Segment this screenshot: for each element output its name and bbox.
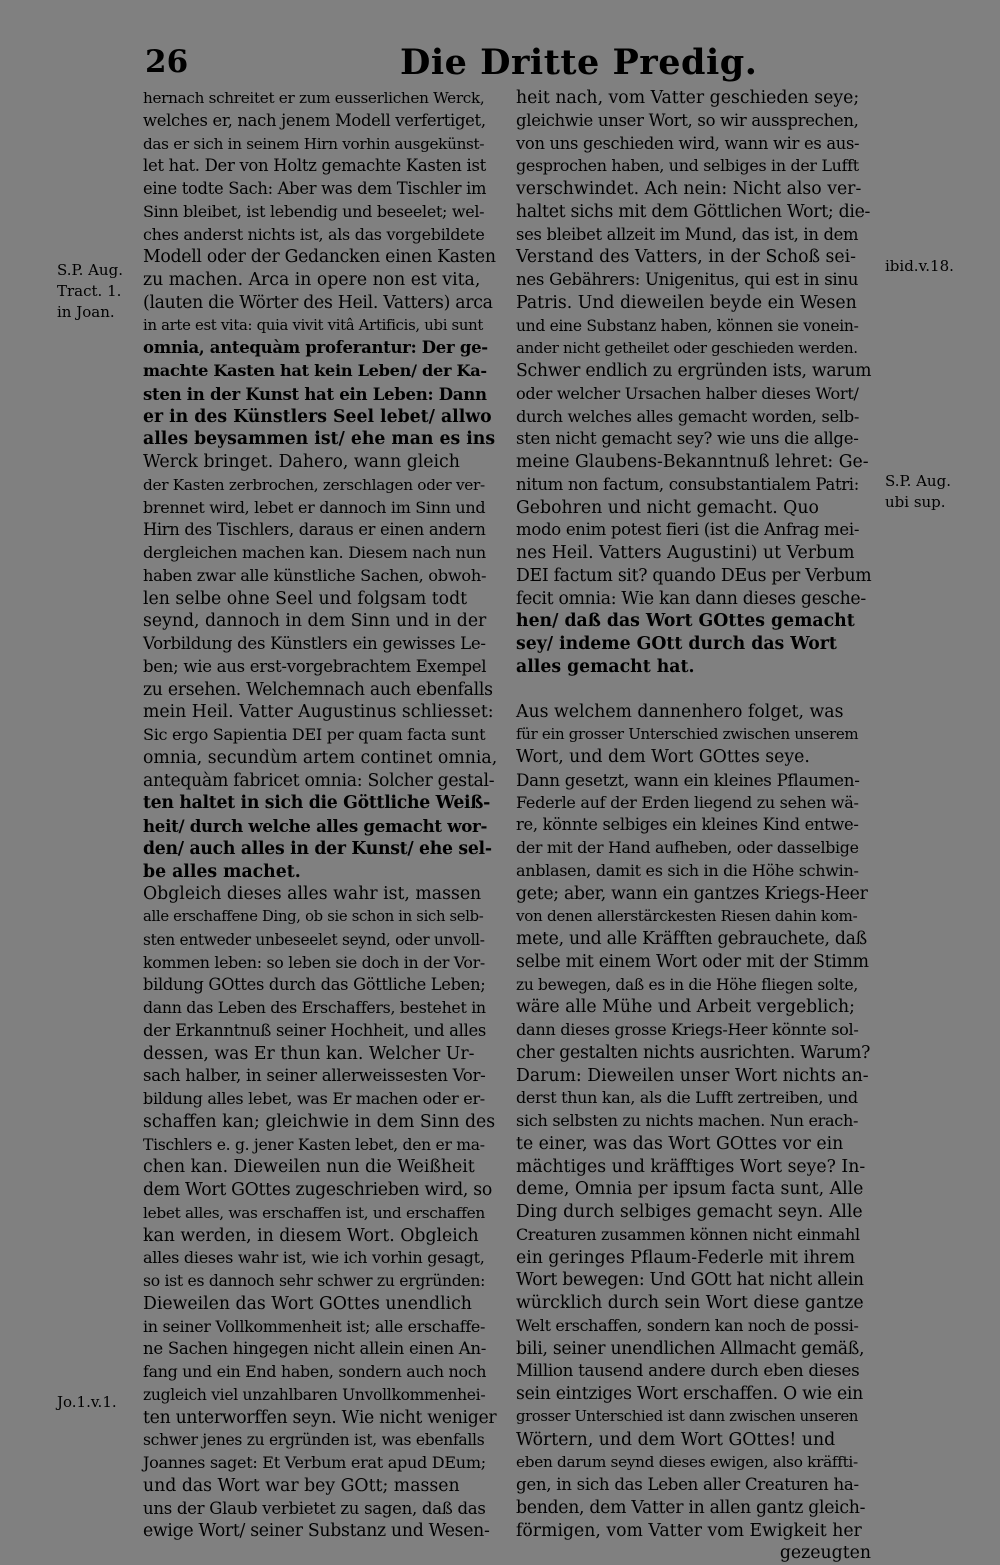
text-line: heit/ durch welche alles gemacht wor- (143, 816, 488, 836)
text-line: dann dieses grosse Kriegs-Heer könnte sol- (516, 1020, 859, 1039)
text-line: ches anderst nichts ist, als das vorgebildete (143, 224, 485, 244)
text-line: ewige Wort/ seiner Substanz und Wesen- (143, 1521, 490, 1542)
text-line: mein Heil. Vatter Augustinus schliesset: (143, 702, 494, 723)
text-line: Verstand des Vatters, in der Schoß sei- (516, 247, 857, 268)
text-line: den/ auch alles in der Kunst/ ehe sel- (143, 838, 492, 859)
text-line: selbe mit einem Wort oder mit der Stimm (516, 951, 869, 972)
text-line: sach halber, in seiner allerweissesten Vor- (143, 1066, 486, 1086)
text-line: gesprochen haben, und selbiges in der Lufft (516, 156, 859, 176)
text-line: omnia, antequàm proferantur: Der ge- (143, 338, 488, 358)
text-line: kommen leben: so leben sie doch in der Vor- (143, 952, 485, 972)
text-line: Federle auf der Erden liegend zu sehen wä- (516, 792, 859, 812)
text-line: derst thun kan, als die Lufft zertreiben, und (516, 1088, 858, 1108)
text-line: gete; aber, wann ein gantzes Kriegs-Heer (516, 883, 868, 904)
text-line: DEI factum sit? quando DEus per Verbum (516, 565, 872, 586)
text-line: hernach schreitet er zum eusserlichen Werck, (143, 89, 485, 107)
text-line: chen kan. Dieweilen nun die Weißheit (143, 1157, 475, 1178)
text-line: Patris. Und dieweilen beyde ein Wesen (516, 292, 857, 313)
text-line: nes Gebährers: Unigenitus, qui est in sinu (516, 270, 859, 289)
text-line: ten unterworffen seyn. Wie nicht weniger (143, 1407, 497, 1428)
text-line: haben zwar alle künstliche Sachen, obwoh- (143, 565, 487, 585)
text-line: Darum: Dieweilen unser Wort nichts an- (516, 1065, 869, 1086)
text-line: (lauten die Wörter des Heil. Vatters) arca (143, 292, 493, 313)
margin-note-line: in Joan. (57, 303, 115, 321)
margin-note-line: ibid.v.18. (885, 257, 954, 275)
paragraph-gap (516, 679, 871, 701)
text-line: so ist es dannoch sehr schwer zu ergründen: (143, 1272, 486, 1290)
text-line: ben; wie aus erst-vorgebrachtem Exempel (143, 656, 487, 676)
text-line: in seiner Vollkommenheit ist; alle erschaffe- (143, 1316, 486, 1336)
text-line: schaffen kan; gleichwie in dem Sinn des (143, 1111, 496, 1132)
text-line: nes Heil. Vatters Augustini) ut Verbum (516, 543, 855, 563)
text-line: sein eintziges Wort erschaffen. O wie ein (516, 1384, 863, 1404)
text-line: meine Glaubens-Bekanntnuß lehret: Ge- (516, 452, 869, 472)
text-line: dessen, was Er thun kan. Welcher Ur- (143, 1043, 475, 1064)
text-line: Sinn bleibet, ist lebendig und beseelet; wel- (143, 201, 485, 221)
text-line: in arte est vita: quia vivit vitâ Artificis, ubi sunt (143, 316, 484, 334)
text-line: förmigen, vom Vatter vom Ewigkeit her (516, 1520, 862, 1541)
text-line: Joannes saget: Et Verbum erat apud DEum; (143, 1453, 486, 1472)
text-line: re, könnte selbiges ein kleines Kind entwe- (516, 815, 859, 835)
text-line: mete, und alle Kräfften gebrauchete, daß (516, 929, 867, 949)
text-line: antequàm fabricet omnia: Solcher gestal- (143, 770, 495, 791)
text-line: durch welches alles gemacht worden, selb- (516, 406, 860, 426)
text-line: von uns geschieden wird, wann wir es aus- (516, 133, 860, 153)
text-line: hen/ daß das Wort GOttes gemacht (516, 611, 855, 632)
text-line: Ding durch selbiges gemacht seyn. Alle (516, 1202, 863, 1222)
text-line: eben darum seynd dieses ewigen, also kräffti- (516, 1453, 858, 1472)
text-line: wäre alle Mühe und Arbeit vergeblich; (516, 997, 855, 1018)
text-line: Million tausend andere durch eben dieses (516, 1361, 860, 1381)
text-line: fecit omnia: Wie kan dann dieses gesche- (516, 588, 866, 609)
text-line: der Erkanntnuß seiner Hochheit, und alles (143, 1020, 486, 1040)
text-line: bildung alles lebet, was Er machen oder er- (143, 1089, 485, 1108)
text-line: ses bleibet allzeit im Mund, das ist, in dem (516, 224, 859, 244)
text-line: ten haltet in sich die Göttliche Weiß- (143, 793, 491, 814)
text-line: von denen allerstärckesten Riesen dahin kom- (516, 907, 858, 926)
page-number: 26 (145, 44, 189, 80)
text-line: haltet sichs mit dem Göttlichen Wort; die- (516, 201, 871, 222)
margin-note-left-2 (57, 1392, 117, 1413)
text-line: ander nicht getheilet oder geschieden werden. (516, 339, 858, 358)
text-line: Creaturen zusammen können nicht einmahl (516, 1224, 860, 1244)
text-line: brennet wird, lebet er dannoch im Sinn und (143, 497, 486, 517)
text-line: oder welcher Ursachen halber dieses Wort/ (516, 383, 859, 403)
text-line: bildung GOttes durch das Göttliche Leben; (143, 975, 486, 995)
text-line: mächtiges und kräfftiges Wort seye? In- (516, 1156, 866, 1177)
text-line: Vorbildung des Künstlers ein gewisses Le- (143, 634, 486, 653)
text-line: Gebohren und nicht gemacht. Quo (516, 497, 819, 518)
text-line: dergleichen machen kan. Diesem nach nun (143, 543, 486, 562)
text-line: Wörtern, und dem Wort GOttes! und (516, 1429, 836, 1450)
text-line: benden, dem Vatter in allen gantz gleich- (516, 1497, 866, 1518)
margin-note-line: S.P. Aug. (57, 261, 123, 279)
text-line: bili, seiner unendlichen Allmacht gemäß, (516, 1338, 865, 1359)
text-line: sich selbsten zu nichts machen. Nun erach- (516, 1111, 859, 1130)
text-line: und eine Substanz haben, können sie vonein- (516, 316, 859, 335)
text-line: er in des Künstlers Seel lebet/ allwo (143, 406, 492, 427)
text-line: te einer, was das Wort GOttes vor ein (516, 1133, 844, 1154)
text-line: Werck bringet. Dahero, wann gleich (143, 452, 460, 472)
text-line: zu ersehen. Welchemnach auch ebenfalls (143, 679, 493, 700)
text-line: zu machen. Arca in opere non est vita, (143, 270, 481, 290)
text-line: dem Wort GOttes zugeschrieben wird, so (143, 1180, 492, 1200)
text-line: sten in der Kunst hat ein Leben: Dann (143, 383, 487, 404)
text-line: sten nicht gemacht sey? wie uns die allge- (516, 429, 859, 449)
text-line: Obgleich dieses alles wahr ist, massen (143, 884, 482, 905)
text-line: gezeugten (779, 1543, 871, 1564)
text-line: Hirn des Tischlers, daraus er einen andern (143, 520, 486, 540)
text-line: Tischlers e. g. jener Kasten lebet, den er ma- (143, 1135, 485, 1154)
text-line: Modell oder der Gedancken einen Kasten (143, 247, 496, 268)
margin-note-left-1 (57, 260, 123, 323)
text-line: ne Sachen hingegen nicht allein einen An- (143, 1339, 487, 1359)
text-line: würcklich durch sein Wort diese gantze (516, 1293, 864, 1313)
text-line: sey/ indeme GOtt durch das Wort (516, 634, 837, 654)
text-line: Welt erschaffen, sondern kan noch de possi- (516, 1315, 859, 1335)
text-line: deme, Omnia per ipsum facta sunt, Alle (516, 1179, 864, 1200)
text-line: let hat. Der von Holtz gemachte Kasten ist (143, 156, 486, 176)
text-line: alle erschaffene Ding, ob sie schon in sich selb- (143, 908, 484, 925)
text-line: zugleich viel unzahlbaren Unvollkommenhei- (143, 1385, 486, 1404)
text-line: das er sich in seinem Hirn vorhin ausgekünst- (143, 134, 485, 153)
text-line: Aus welchem dannenhero folget, was (516, 701, 844, 722)
margin-note-right-1 (885, 256, 954, 277)
margin-note-line: ubi sup. (885, 493, 946, 511)
text-line: Schwer endlich zu ergründen ists, warum (516, 361, 872, 381)
text-line: alles dieses wahr ist, wie ich vorhin gesagt, (143, 1248, 485, 1268)
running-head: Die Dritte Predig. (400, 42, 758, 83)
text-line: Dieweilen das Wort GOttes unendlich (143, 1293, 472, 1314)
text-line: alles beysammen ist/ ehe man es ins (143, 429, 496, 450)
text-line: Sic ergo Sapientia DEI per quam facta sunt (143, 725, 486, 744)
text-line: zu bewegen, daß es in die Höhe fliegen solte, (516, 975, 858, 994)
text-line: ein geringes Pflaum-Federle mit ihrem (516, 1247, 856, 1268)
text-line: Wort, und dem Wort GOttes seye. (516, 747, 810, 767)
right-column (516, 87, 871, 1565)
margin-note-right-2 (885, 471, 951, 513)
text-line: nitum non factum, consubstantialem Patri: (516, 474, 859, 494)
text-line: eine todte Sach: Aber was dem Tischler im (143, 179, 487, 198)
text-line: gleichwie unser Wort, so wir aussprechen, (516, 110, 859, 130)
text-line: sten entweder unbeseelet seynd, oder unvoll- (143, 930, 485, 949)
text-line: welches er, nach jenem Modell verfertiget, (143, 110, 486, 130)
text-line: für ein grosser Unterschied zwischen unserem (516, 725, 859, 744)
text-line: alles gemacht hat. (516, 656, 695, 677)
text-line: verschwindet. Ach nein: Nicht also ver- (516, 179, 862, 199)
text-line: grosser Unterschied ist dann zwischen unseren (516, 1407, 859, 1425)
text-line: Wort bewegen: Und GOtt hat nicht allein (516, 1270, 864, 1291)
text-line: der mit der Hand aufheben, oder dasselbige (516, 838, 859, 857)
margin-note-line: Tract. 1. (57, 282, 122, 300)
text-line: anblasen, damit es sich in die Höhe schwin- (516, 860, 859, 880)
text-line: Dann gesetzt, wann ein kleines Pflaumen- (516, 769, 860, 790)
text-line: der Kasten zerbrochen, zerschlagen oder ver- (143, 475, 485, 494)
text-line: fang und ein End haben, sondern auch noch (143, 1362, 487, 1381)
text-line: be alles machet. (143, 861, 301, 882)
text-line: dann das Leben des Erschaffers, bestehet in (143, 998, 486, 1017)
text-line: lebet alles, was erschaffen ist, und erschaffen (143, 1203, 485, 1222)
margin-note-line: Jo.1.v.1. (57, 1393, 117, 1411)
text-line: uns der Glaub verbietet zu sagen, daß das (143, 1498, 486, 1518)
text-line: machte Kasten hat kein Leben/ der Ka- (143, 361, 487, 380)
text-line: len selbe ohne Seel und folgsam todt (143, 588, 468, 609)
text-line: cher gestalten nichts ausrichten. Warum? (516, 1042, 871, 1063)
text-line: kan werden, in diesem Wort. Obgleich (143, 1225, 479, 1246)
text-line: und das Wort war bey GOtt; massen (143, 1475, 460, 1496)
text-line: seynd, dannoch in dem Sinn und in der (143, 611, 487, 632)
text-line: modo enim potest fieri (ist die Anfrag mei- (516, 520, 860, 540)
left-column (143, 87, 498, 1543)
text-line: heit nach, vom Vatter geschieden seye; (516, 88, 860, 108)
text-line: gen, in sich das Leben aller Creaturen ha- (516, 1475, 859, 1494)
margin-note-line: S.P. Aug. (885, 472, 951, 490)
text-line: schwer jenes zu ergründen ist, was ebenfalls (143, 1431, 485, 1450)
text-line: omnia, secundùm artem continet omnia, (143, 747, 498, 768)
